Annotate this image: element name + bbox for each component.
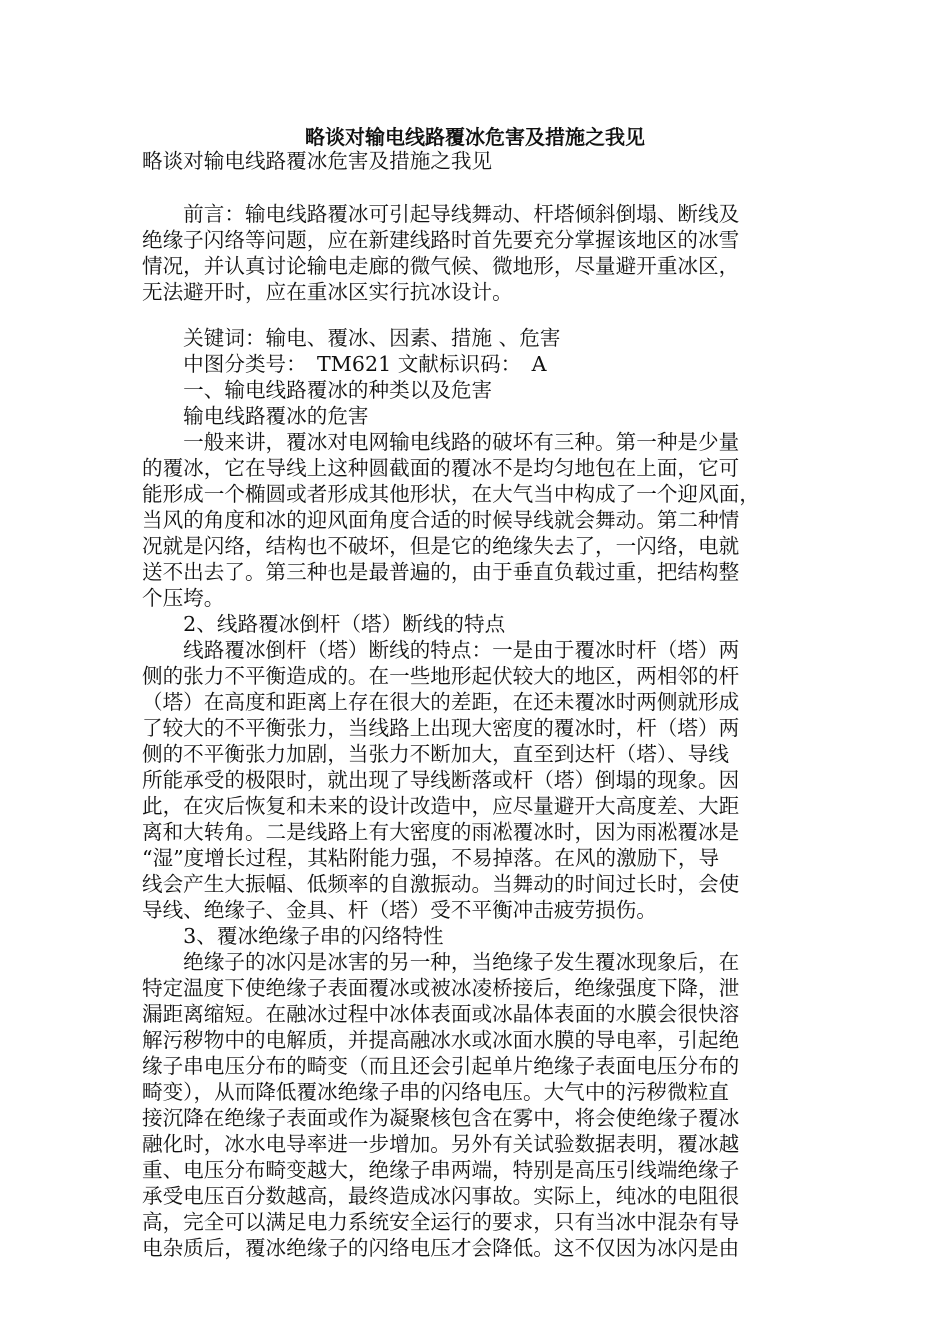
paragraph-line: 承受电压百分数越高，最终造成冰闪事故。实际上，纯冰的电阻很 <box>142 1184 740 1208</box>
paragraph-line: 缘子串电压分布的畸变（而且还会引起单片绝缘子表面电压分布的 <box>142 1054 740 1078</box>
paragraph-line: 此，在灾后恢复和未来的设计改造中，应尽量避开大高度差、大距 <box>142 794 740 818</box>
paragraph-line: 畸变），从而降低覆冰绝缘子串的闪络电压。大气中的污秽微粒直 <box>142 1080 729 1104</box>
paragraph-line: 线会产生大振幅、低频率的自激振动。当舞动的时间过长时，会使 <box>142 872 740 896</box>
document-title: 略谈对输电线路覆冰危害及措施之我见 <box>305 125 645 149</box>
paragraph-line: 侧的不平衡张力加剧，当张力不断加大，直至到达杆（塔）、导线 <box>142 742 729 766</box>
paragraph-line: 所能承受的极限时，就出现了导线断落或杆（塔）倒塌的现象。因 <box>142 768 740 792</box>
paragraph-line: 导线、绝缘子、金具、杆（塔）受不平衡冲击疲劳损伤。 <box>142 898 657 922</box>
paragraph-line: 送不出去了。第三种也是最普遍的，由于垂直负载过重，把结构整 <box>142 560 740 584</box>
preface-line: 前言：输电线路覆冰可引起导线舞动、杆塔倾斜倒塌、断线及 <box>142 202 740 226</box>
preface-line: 情况，并认真讨论输电走廊的微气候、微地形，尽量避开重冰区， <box>142 254 740 278</box>
paragraph-line: 一般来讲，覆冰对电网输电线路的破坏有三种。第一种是少量 <box>142 430 740 454</box>
paragraph-line: 线路覆冰倒杆（塔）断线的特点：一是由于覆冰时杆（塔）两 <box>142 638 740 662</box>
section-subheading: 输电线路覆冰的危害 <box>142 404 369 428</box>
keywords-line: 关键词：输电、覆冰、因素、措施 、危害 <box>142 326 561 350</box>
paragraph-line: 的覆冰，它在导线上这种圆截面的覆冰不是均匀地包在上面，它可 <box>142 456 740 480</box>
paragraph-line: 电杂质后，覆冰绝缘子的闪络电压才会降低。这不仅因为冰闪是由 <box>142 1236 740 1260</box>
paragraph-line: 特定温度下使绝缘子表面覆冰或被冰凌桥接后，绝缘强度下降，泄 <box>142 976 740 1000</box>
paragraph-line: 况就是闪络，结构也不破坏，但是它的绝缘失去了，一闪络，电就 <box>142 534 740 558</box>
paragraph-line: 了较大的不平衡张力，当线路上出现大密度的覆冰时，杆（塔）两 <box>142 716 740 740</box>
paragraph-line: 能形成一个椭圆或者形成其他形状，在大气当中构成了一个迎风面， <box>142 482 760 506</box>
paragraph-line: 绝缘子的冰闪是冰害的另一种，当绝缘子发生覆冰现象后，在 <box>142 950 740 974</box>
classification-line: 中图分类号： TM621 文献标识码： A <box>142 352 547 376</box>
document-subtitle: 略谈对输电线路覆冰危害及措施之我见 <box>142 149 493 173</box>
paragraph-line: （塔）在高度和距离上存在很大的差距，在还未覆冰时两侧就形成 <box>142 690 740 714</box>
paragraph-line: “湿”度增长过程，其粘附能力强，不易掉落。在风的激励下，导 <box>142 846 720 870</box>
paragraph-line: 接沉降在绝缘子表面或作为凝聚核包含在雾中，将会使绝缘子覆冰 <box>142 1106 740 1130</box>
paragraph-line: 重、电压分布畸变越大，绝缘子串两端，特别是高压引线端绝缘子 <box>142 1158 740 1182</box>
paragraph-line: 侧的张力不平衡造成的。在一些地形起伏较大的地区，两相邻的杆 <box>142 664 740 688</box>
preface-line: 无法避开时，应在重冰区实行抗冰设计。 <box>142 280 513 304</box>
paragraph-line: 解污秽物中的电解质，并提高融冰水或冰面水膜的导电率，引起绝 <box>142 1028 740 1052</box>
preface-line: 绝缘子闪络等问题，应在新建线路时首先要充分掌握该地区的冰雪 <box>142 228 740 252</box>
paragraph-line: 当风的角度和冰的迎风面角度合适的时候导线就会舞动。第二种情 <box>142 508 740 532</box>
paragraph-line: 个压垮。 <box>142 586 225 610</box>
paragraph-line: 融化时，冰水电导率进一步增加。另外有关试验数据表明，覆冰越 <box>142 1132 740 1156</box>
paragraph-line: 漏距离缩短。在融冰过程中冰体表面或冰晶体表面的水膜会很快溶 <box>142 1002 740 1026</box>
paragraph-line: 高，完全可以满足电力系统安全运行的要求，只有当冰中混杂有导 <box>142 1210 740 1234</box>
section-heading: 3、覆冰绝缘子串的闪络特性 <box>142 924 444 948</box>
section-heading: 一、输电线路覆冰的种类以及危害 <box>142 378 493 402</box>
paragraph-line: 离和大转角。二是线路上有大密度的雨凇覆冰时，因为雨凇覆冰是 <box>142 820 740 844</box>
section-heading: 2、线路覆冰倒杆（塔）断线的特点 <box>142 612 506 636</box>
